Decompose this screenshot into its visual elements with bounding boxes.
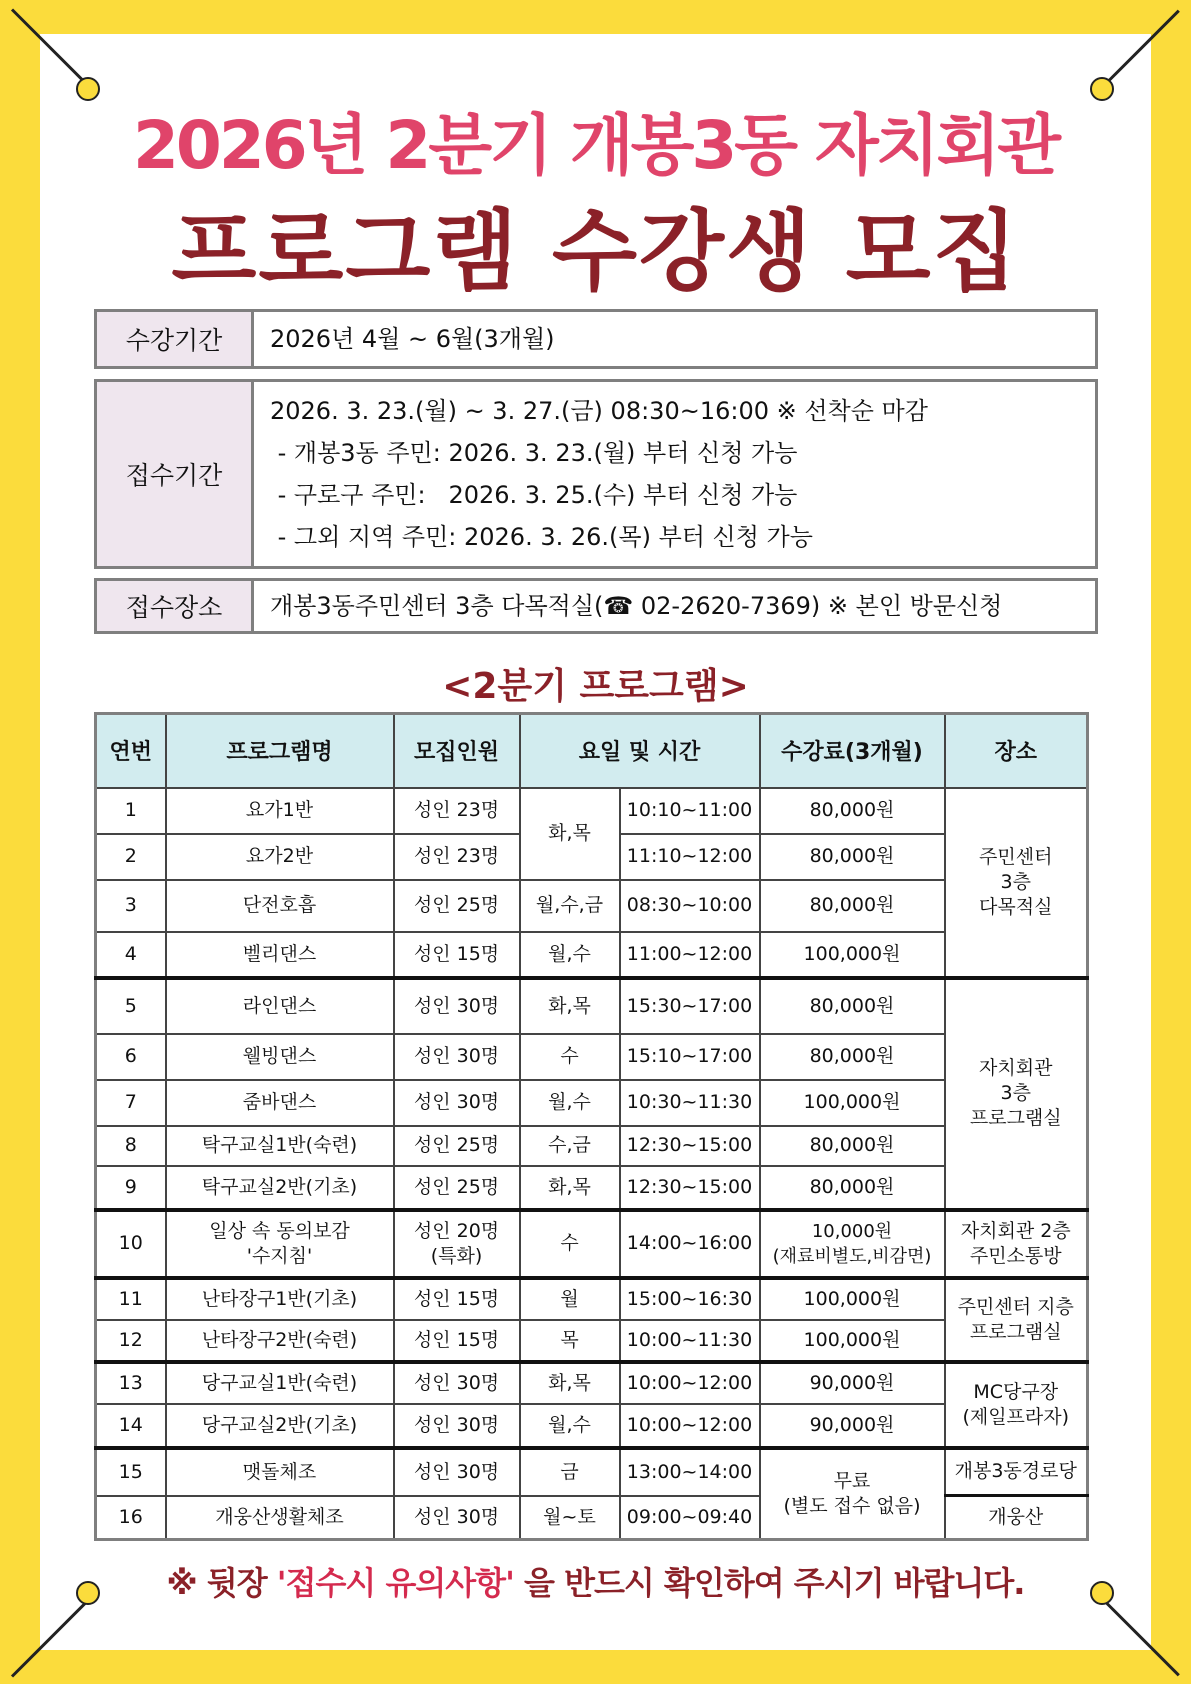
- cell-fee: 80,000원: [760, 1126, 945, 1166]
- cell-day: 월,수: [520, 1404, 620, 1448]
- cell-no: 3: [96, 880, 166, 932]
- footnote-highlight: '접수시 유의사항': [276, 1564, 514, 1602]
- cell-capacity: 성인 30명: [394, 978, 520, 1034]
- apply-line: - 구로구 주민: 2026. 3. 25.(수) 부터 신청 가능: [270, 481, 798, 509]
- cell-no: 2: [96, 834, 166, 880]
- cell-no: 13: [96, 1362, 166, 1404]
- cell-no: 7: [96, 1080, 166, 1126]
- table-header-row: [96, 714, 1088, 788]
- cell-capacity: 성인 20명 (특화): [394, 1210, 520, 1278]
- apply-label: 접수기간: [97, 382, 254, 566]
- cell-place: 주민센터 지층 프로그램실: [945, 1278, 1088, 1362]
- cell-fee: 80,000원: [760, 834, 945, 880]
- cell-time: 14:00~16:00: [620, 1210, 760, 1278]
- cell-fee: 80,000원: [760, 1166, 945, 1210]
- cell-capacity: 성인 23명: [394, 834, 520, 880]
- cell-capacity: 성인 25명: [394, 880, 520, 932]
- cell-name: 일상 속 동의보감 '수지침': [166, 1210, 394, 1278]
- cell-name: 벨리댄스: [166, 932, 394, 978]
- cell-no: 10: [96, 1210, 166, 1278]
- cell-day: 화,목: [520, 1166, 620, 1210]
- cell-day: 화,목: [520, 1362, 620, 1404]
- cell-place: 자치회관 2층 주민소통방: [945, 1210, 1088, 1278]
- cell-name: 당구교실1반(숙련): [166, 1362, 394, 1404]
- place-value-text: 개봉3동주민센터 3층 다목적실(☎ 02-2620-7369) ※ 본인 방문신청: [270, 592, 1003, 620]
- table-row: [96, 1034, 1088, 1080]
- cell-name: 난타장구1반(기초): [166, 1278, 394, 1320]
- table-row: [96, 880, 1088, 932]
- cell-name: 단전호흡: [166, 880, 394, 932]
- cell-day: 월,수: [520, 1080, 620, 1126]
- header-capacity: 모집인원: [394, 714, 520, 788]
- place-label: 접수장소: [97, 581, 254, 631]
- cell-name: 웰빙댄스: [166, 1034, 394, 1080]
- footnote: [0, 1558, 1191, 1604]
- cell-no: 1: [96, 788, 166, 834]
- cell-time: 10:00~12:00: [620, 1404, 760, 1448]
- cell-no: 15: [96, 1448, 166, 1496]
- cell-place: 개봉3동경로당: [945, 1448, 1088, 1496]
- table-row: [96, 1362, 1088, 1404]
- apply-line: - 개봉3동 주민: 2026. 3. 23.(월) 부터 신청 가능: [270, 439, 798, 467]
- cell-time: 11:10~12:00: [620, 834, 760, 880]
- program-heading: <2분기 프로그램>: [442, 666, 749, 707]
- cell-name: 줌바댄스: [166, 1080, 394, 1126]
- cell-fee: 100,000원: [760, 1320, 945, 1362]
- cell-time: 11:00~12:00: [620, 932, 760, 978]
- place-value: [254, 581, 1095, 631]
- apply-line: - 그외 지역 주민: 2026. 3. 26.(목) 부터 신청 가능: [270, 523, 813, 551]
- header-no: 연번: [96, 714, 166, 788]
- cell-fee: 80,000원: [760, 880, 945, 932]
- cell-time: 15:10~17:00: [620, 1034, 760, 1080]
- cell-name: 난타장구2반(숙련): [166, 1320, 394, 1362]
- cell-time: 13:00~14:00: [620, 1448, 760, 1496]
- cell-time: 10:30~11:30: [620, 1080, 760, 1126]
- cell-capacity: 성인 23명: [394, 788, 520, 834]
- cell-capacity: 성인 30명: [394, 1034, 520, 1080]
- cell-time: 09:00~09:40: [620, 1496, 760, 1540]
- cell-no: 9: [96, 1166, 166, 1210]
- cell-day: 화,목: [520, 788, 620, 880]
- cell-fee: 100,000원: [760, 1278, 945, 1320]
- cell-capacity: 성인 30명: [394, 1362, 520, 1404]
- table-row: [96, 1126, 1088, 1166]
- cell-fee: 10,000원 (재료비별도,비감면): [760, 1210, 945, 1278]
- cell-fee: 90,000원: [760, 1362, 945, 1404]
- cell-place: 개웅산: [945, 1496, 1088, 1540]
- header-place: 장소: [945, 714, 1088, 788]
- cell-name: 라인댄스: [166, 978, 394, 1034]
- cell-day: 수,금: [520, 1126, 620, 1166]
- footnote-prefix: ※ 뒷장: [166, 1564, 277, 1602]
- footnote-suffix: 을 반드시 확인하여 주시기 바랍니다.: [513, 1564, 1025, 1602]
- cell-name: 탁구교실2반(기초): [166, 1166, 394, 1210]
- table-row: [96, 1278, 1088, 1320]
- info-period: [94, 309, 1098, 369]
- cell-capacity: 성인 15명: [394, 932, 520, 978]
- cell-time: 10:00~11:30: [620, 1320, 760, 1362]
- cell-time: 08:30~10:00: [620, 880, 760, 932]
- cell-name: 맷돌체조: [166, 1448, 394, 1496]
- period-value: [254, 312, 1095, 366]
- cell-place: MC당구장 (제일프라자): [945, 1362, 1088, 1448]
- title-line-2: 프로그램 수강생 모집: [171, 200, 1020, 303]
- cell-day: 수: [520, 1210, 620, 1278]
- cell-time: 12:30~15:00: [620, 1126, 760, 1166]
- table-row: [96, 1448, 1088, 1496]
- period-label: 수강기간: [97, 312, 254, 366]
- cell-no: 8: [96, 1126, 166, 1166]
- cell-time: 12:30~15:00: [620, 1166, 760, 1210]
- cell-no: 14: [96, 1404, 166, 1448]
- cell-no: 16: [96, 1496, 166, 1540]
- cell-fee: 80,000원: [760, 788, 945, 834]
- cell-name: 탁구교실1반(숙련): [166, 1126, 394, 1166]
- cell-capacity: 성인 30명: [394, 1448, 520, 1496]
- cell-no: 11: [96, 1278, 166, 1320]
- cell-name: 요가1반: [166, 788, 394, 834]
- table-row: [96, 1320, 1088, 1362]
- cell-place: 자치회관 3층 프로그램실: [945, 978, 1088, 1210]
- cell-fee: 80,000원: [760, 978, 945, 1034]
- table-row: [96, 1404, 1088, 1448]
- cell-day: 월,수,금: [520, 880, 620, 932]
- cell-day: 월,수: [520, 932, 620, 978]
- cell-capacity: 성인 15명: [394, 1278, 520, 1320]
- program-table: [94, 712, 1089, 1541]
- cell-capacity: 성인 25명: [394, 1126, 520, 1166]
- info-place: [94, 578, 1098, 634]
- cell-capacity: 성인 30명: [394, 1496, 520, 1540]
- header-name: 프로그램명: [166, 714, 394, 788]
- cell-day: 월~토: [520, 1496, 620, 1540]
- cell-name: 개웅산생활체조: [166, 1496, 394, 1540]
- table-row: [96, 788, 1088, 834]
- cell-no: 12: [96, 1320, 166, 1362]
- cell-no: 5: [96, 978, 166, 1034]
- table-row: [96, 932, 1088, 978]
- cell-place: 주민센터 3층 다목적실: [945, 788, 1088, 978]
- cell-time: 10:00~12:00: [620, 1362, 760, 1404]
- cell-fee: 80,000원: [760, 1034, 945, 1080]
- cell-day: 목: [520, 1320, 620, 1362]
- cell-fee: 90,000원: [760, 1404, 945, 1448]
- cell-time: 15:30~17:00: [620, 978, 760, 1034]
- cell-capacity: 성인 15명: [394, 1320, 520, 1362]
- table-row: [96, 1210, 1088, 1278]
- apply-value: [254, 382, 1095, 566]
- cell-capacity: 성인 30명: [394, 1404, 520, 1448]
- apply-line: 2026. 3. 23.(월) ~ 3. 27.(금) 08:30~16:00 ※ 선착순 마감: [270, 397, 928, 425]
- title-line-1: 2026년 2분기 개봉3동 자치회관: [132, 107, 1059, 184]
- cell-no: 4: [96, 932, 166, 978]
- header-fee: 수강료(3개월): [760, 714, 945, 788]
- cell-day: 금: [520, 1448, 620, 1496]
- table-row: [96, 978, 1088, 1034]
- cell-day: 수: [520, 1034, 620, 1080]
- period-value-text: 2026년 4월 ~ 6월(3개월): [270, 325, 555, 353]
- cell-fee: 100,000원: [760, 1080, 945, 1126]
- cell-day: 월: [520, 1278, 620, 1320]
- cell-capacity: 성인 25명: [394, 1166, 520, 1210]
- cell-time: 15:00~16:30: [620, 1278, 760, 1320]
- info-apply: [94, 379, 1098, 569]
- cell-name: 당구교실2반(기초): [166, 1404, 394, 1448]
- header-schedule: 요일 및 시간: [520, 714, 760, 788]
- cell-capacity: 성인 30명: [394, 1080, 520, 1126]
- cell-name: 요가2반: [166, 834, 394, 880]
- table-row: [96, 1166, 1088, 1210]
- cell-fee: 100,000원: [760, 932, 945, 978]
- cell-time: 10:10~11:00: [620, 788, 760, 834]
- table-row: [96, 1080, 1088, 1126]
- cell-day: 화,목: [520, 978, 620, 1034]
- cell-fee: 무료 (별도 접수 없음): [760, 1448, 945, 1540]
- cell-no: 6: [96, 1034, 166, 1080]
